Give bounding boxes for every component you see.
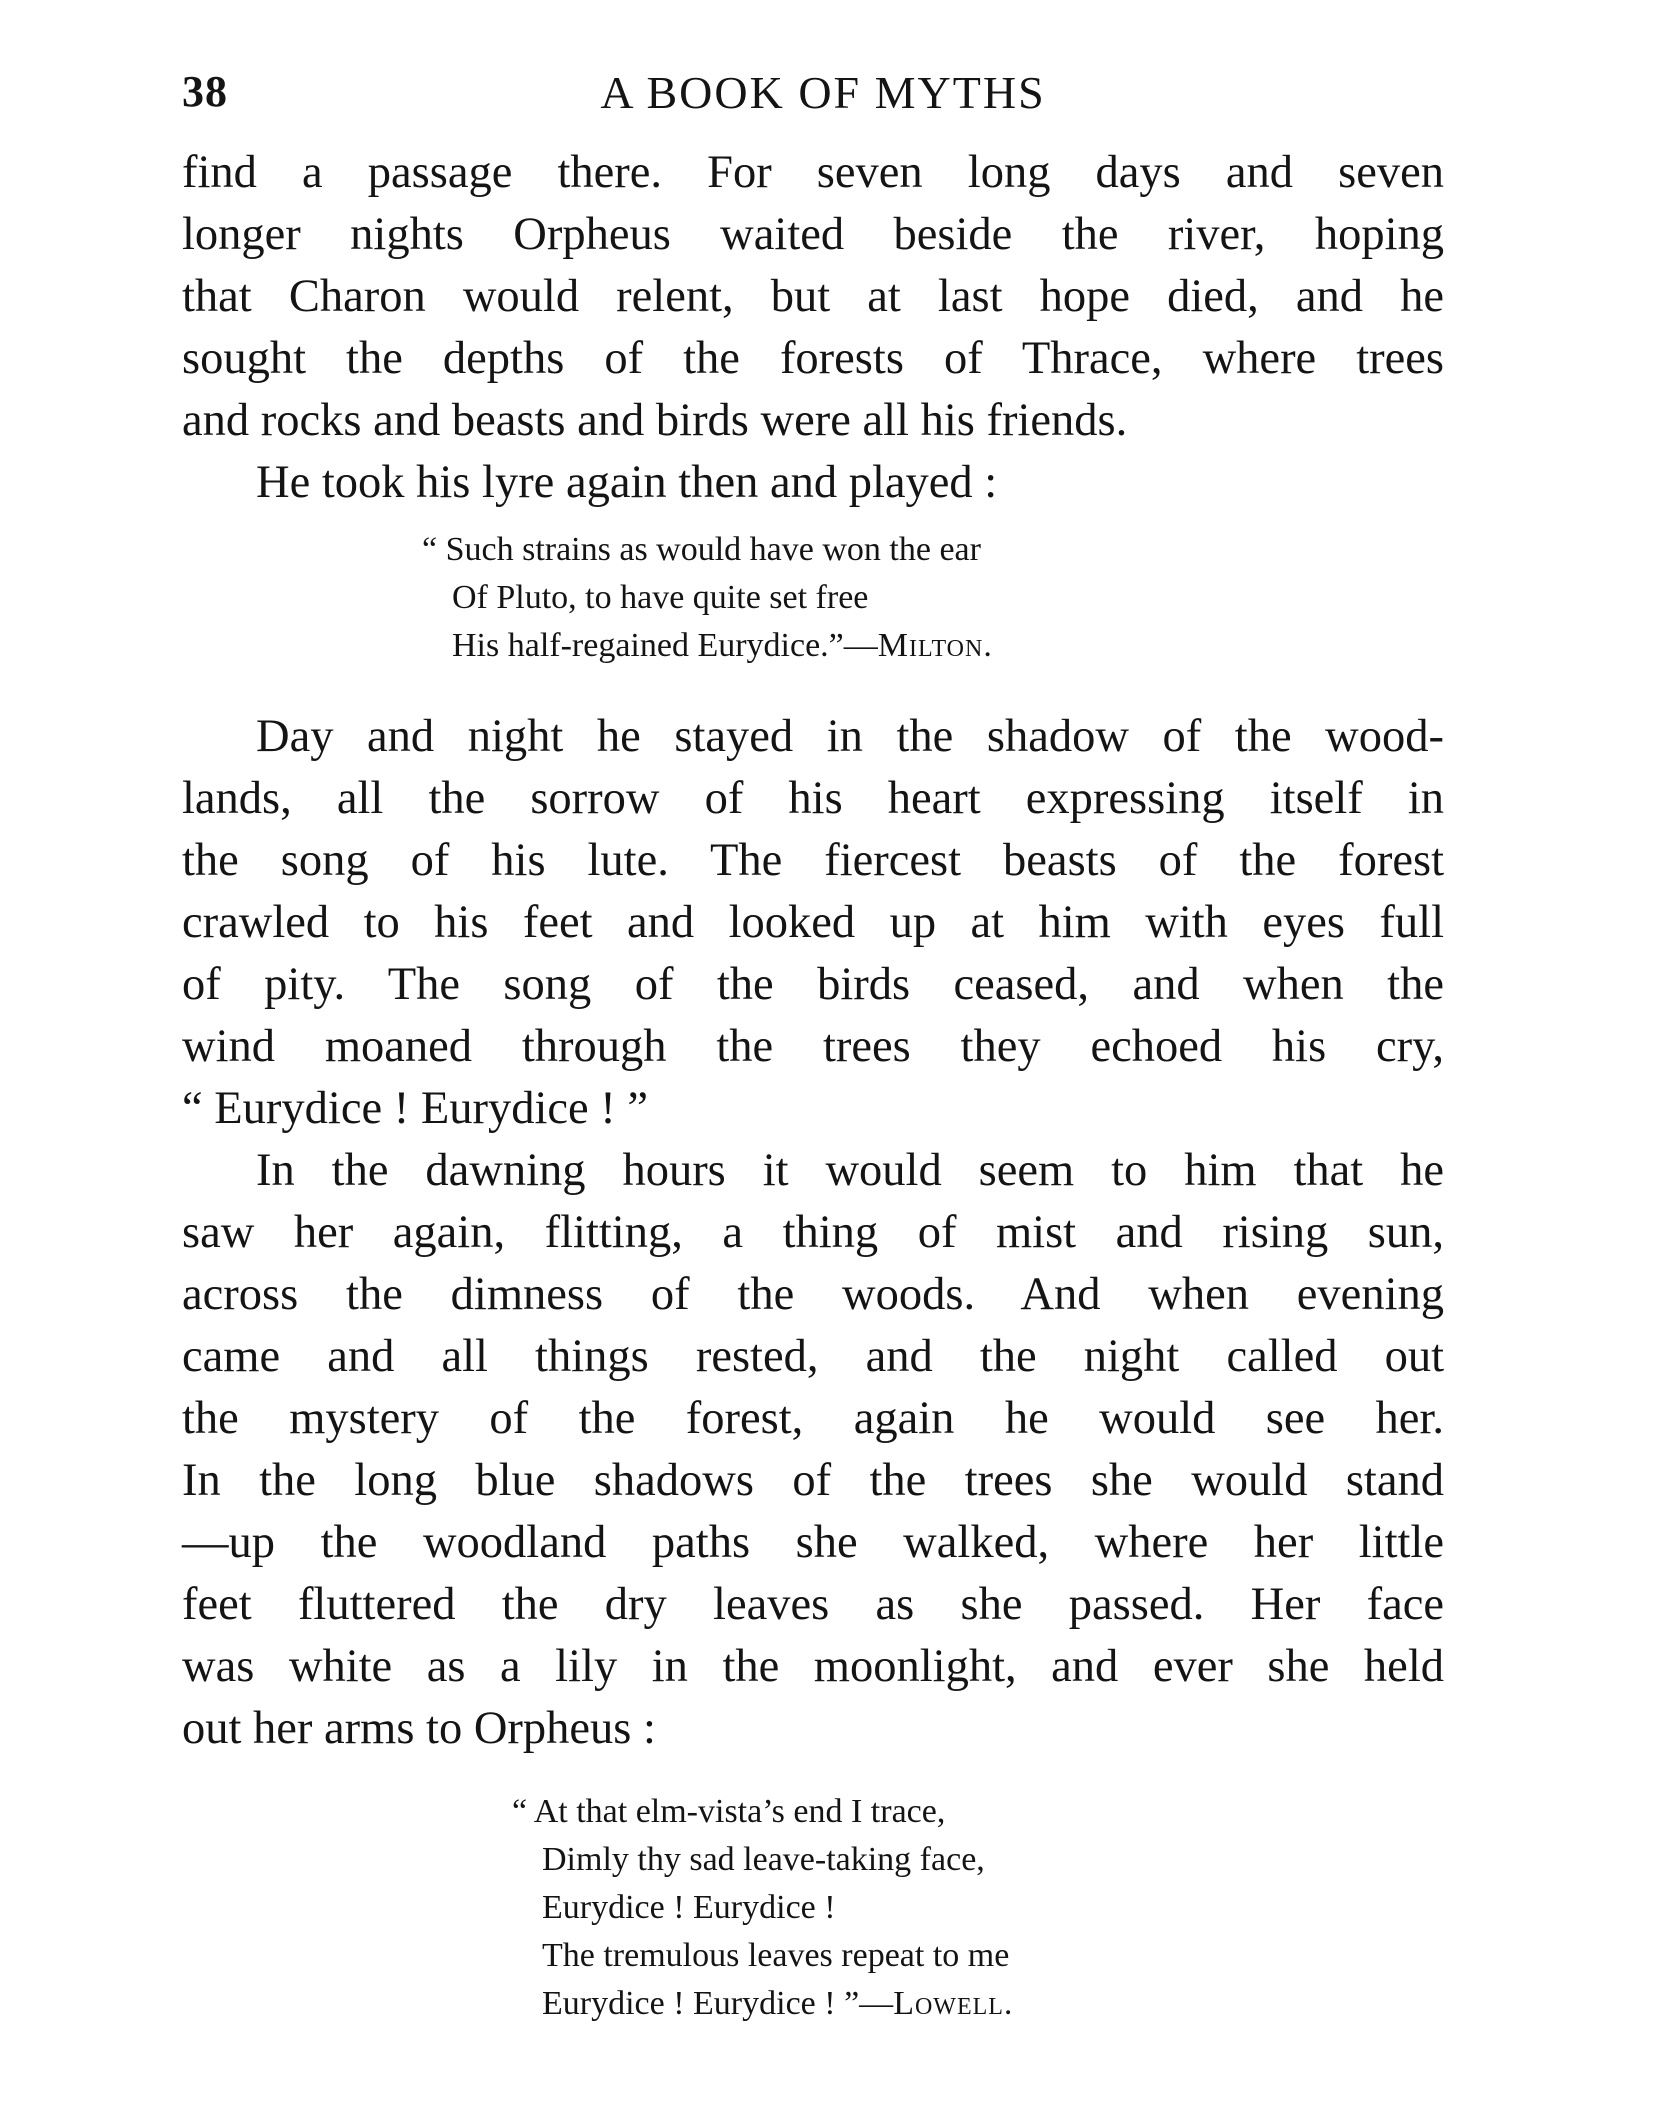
- verse-line-text: His half-regained Eurydice.”—: [452, 627, 878, 664]
- verse-line-text: Eurydice ! Eurydice ! ”—: [542, 1985, 894, 2022]
- verse-line: “ At that elm-vista’s end I trace,: [512, 1793, 946, 1830]
- text-line: sought the depths of the forests of Thrace, where trees: [182, 333, 1444, 384]
- verse-attribution: Milton.: [877, 627, 993, 664]
- verse-line: [422, 622, 1444, 670]
- text-line: that Charon would relent, but at last hope died, and he: [182, 271, 1444, 322]
- text-line: In the long blue shadows of the trees she would stand: [182, 1455, 1444, 1506]
- text-line: saw her again, flitting, a thing of mist and rising sun,: [182, 1207, 1444, 1258]
- text-line: of pity. The song of the birds ceased, and when the: [182, 959, 1444, 1010]
- text-line: and rocks and beasts and birds were all his friends.: [182, 395, 1128, 446]
- text-line: feet fluttered the dry leaves as she passed. Her face: [182, 1579, 1444, 1630]
- text-line: longer nights Orpheus waited beside the river, hoping: [182, 209, 1444, 260]
- verse-quote-milton: [422, 526, 1444, 670]
- text-line: came and all things rested, and the night called out: [182, 1331, 1444, 1382]
- verse-line: Of Pluto, to have quite set free: [452, 579, 869, 616]
- text-line: the song of his lute. The fiercest beasts of the forest: [182, 835, 1444, 886]
- paragraph-4: [182, 1140, 1444, 1760]
- running-title: A BOOK OF MYTHS: [600, 67, 1046, 118]
- verse-line: Eurydice ! Eurydice !: [542, 1889, 836, 1926]
- verse-quote-lowell: [512, 1788, 1444, 2028]
- text-line: He took his lyre again then and played :: [256, 457, 998, 508]
- running-head: [182, 60, 1444, 130]
- book-page: [182, 60, 1444, 2028]
- verse-line: The tremulous leaves repeat to me: [542, 1937, 1010, 1974]
- text-line: —up the woodland paths she walked, where her little: [182, 1517, 1444, 1568]
- paragraph-3: [182, 706, 1444, 1140]
- paragraph-1: [182, 142, 1444, 452]
- paragraph-2: [182, 452, 1444, 514]
- text-line: crawled to his feet and looked up at him with eyes full: [182, 897, 1444, 948]
- text-line: out her arms to Orpheus :: [182, 1703, 656, 1754]
- text-line: find a passage there. For seven long days and seven: [182, 147, 1444, 198]
- verse-line: [512, 1980, 1444, 2028]
- verse-attribution: Lowell.: [893, 1985, 1014, 2022]
- verse-line: Dimly thy sad leave-taking face,: [542, 1841, 985, 1878]
- verse-line: “ Such strains as would have won the ear: [422, 531, 981, 568]
- text-line: lands, all the sorrow of his heart expressing itself in: [182, 773, 1444, 824]
- text-line: Day and night he stayed in the shadow of the wood-: [256, 711, 1444, 762]
- text-line: wind moaned through the trees they echoed his cry,: [182, 1021, 1444, 1072]
- page-number: 38: [182, 67, 228, 116]
- text-line: was white as a lily in the moonlight, and ever she held: [182, 1641, 1444, 1692]
- text-line: across the dimness of the woods. And when evening: [182, 1269, 1444, 1320]
- text-line: In the dawning hours it would seem to him that he: [256, 1145, 1444, 1196]
- text-line: “ Eurydice ! Eurydice ! ”: [182, 1083, 649, 1134]
- text-line: the mystery of the forest, again he would see her.: [182, 1393, 1444, 1444]
